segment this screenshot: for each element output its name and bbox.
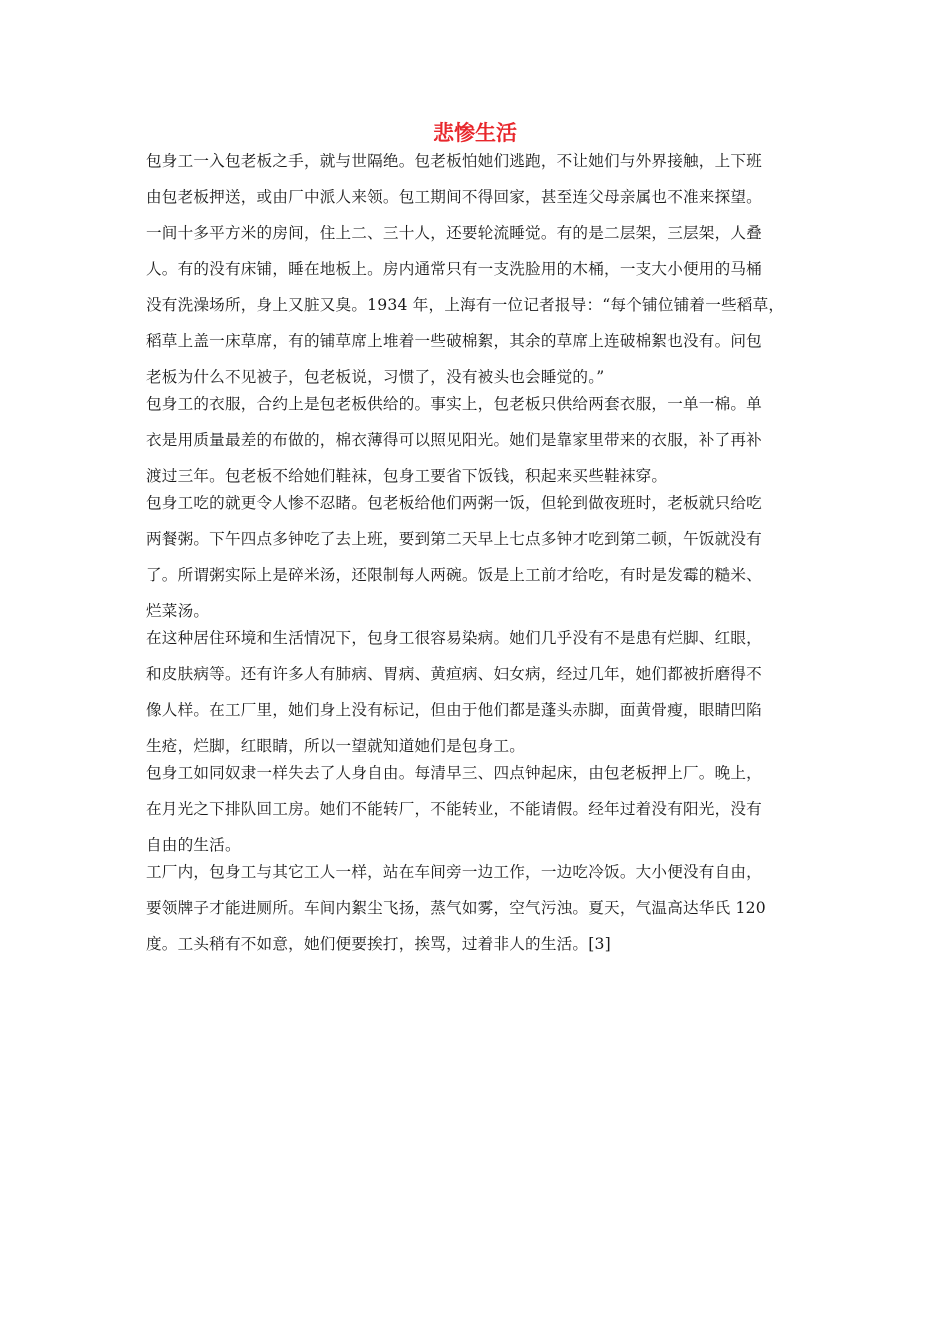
document-title: 悲惨生活 xyxy=(433,121,517,145)
text-line: 像人样。在工厂里，她们身上没有标记，但由于他们都是蓬头赤脚，面黄骨瘦，眼睛凹陷 xyxy=(146,701,762,719)
text-line: 烂菜汤。 xyxy=(146,602,210,620)
text-line: 两餐粥。下午四点多钟吃了去上班，要到第二天早上七点多钟才吃到第二顿，午饭就没有 xyxy=(146,530,762,548)
text-line: 自由的生活。 xyxy=(146,836,241,854)
text-line: 衣是用质量最差的布做的，棉衣薄得可以照见阳光。她们是靠家里带来的衣服，补了再补 xyxy=(146,431,762,449)
text-line: 包身工如同奴隶一样失去了人身自由。每清早三、四点钟起床，由包老板押上厂。晚上， xyxy=(146,764,762,782)
text-line: 包身工一入包老板之手，就与世隔绝。包老板怕她们逃跑，不让她们与外界接触，上下班 xyxy=(146,152,762,170)
text-line: 要领牌子才能进厕所。车间内絮尘飞扬，蒸气如雾，空气污浊。夏天，气温高达华氏 120 xyxy=(146,899,766,917)
text-line: 没有洗澡场所，身上又脏又臭。1934 年，上海有一位记者报导：“每个铺位铺着一些稻草， xyxy=(146,296,785,314)
paragraph-living-conditions xyxy=(146,143,810,386)
text-line: 包身工的衣服，合约上是包老板供给的。事实上，包老板只供给两套衣服，一单一棉。单 xyxy=(146,395,762,413)
text-line: 人。有的没有床铺，睡在地板上。房内通常只有一支洗脸用的木桶，一支大小便用的马桶 xyxy=(146,260,762,278)
text-line: 稻草上盖一床草席，有的铺草席上堆着一些破棉絮，其余的草席上连破棉絮也没有。问包 xyxy=(146,332,762,350)
text-line: 了。所谓粥实际上是碎米汤，还限制每人两碗。饭是上工前才给吃，有时是发霉的糙米、 xyxy=(146,566,762,584)
text-line: 老板为什么不见被子，包老板说，习惯了，没有被头也会睡觉的。” xyxy=(146,368,605,386)
text-line: 和皮肤病等。还有许多人有肺病、胃病、黄疸病、妇女病，经过几年，她们都被折磨得不 xyxy=(146,665,762,683)
paragraph-disease xyxy=(146,620,810,755)
text-line: 包身工吃的就更令人惨不忍睹。包老板给他们两粥一饭，但轮到做夜班时，老板就只给吃 xyxy=(146,494,762,512)
paragraph-food xyxy=(146,485,810,620)
text-line: 生疮，烂脚，红眼睛，所以一望就知道她们是包身工。 xyxy=(146,737,526,755)
paragraph-clothing xyxy=(146,386,810,485)
text-line: 工厂内，包身工与其它工人一样，站在车间旁一边工作，一边吃冷饭。大小便没有自由， xyxy=(146,863,762,881)
text-line: 由包老板押送，或由厂中派人来领。包工期间不得回家，甚至连父母亲属也不准来探望。 xyxy=(146,188,762,206)
text-line: 度。工头稍有不如意，她们便要挨打，挨骂，过着非人的生活。[3] xyxy=(146,935,611,953)
paragraph-factory xyxy=(146,854,810,953)
text-line: 在月光之下排队回工房。她们不能转厂，不能转业，不能请假。经年过着没有阳光，没有 xyxy=(146,800,762,818)
text-line: 一间十多平方米的房间，住上二、三十人，还要轮流睡觉。有的是二层架，三层架，人叠 xyxy=(146,224,762,242)
text-line: 在这种居住环境和生活情况下，包身工很容易染病。她们几乎没有不是患有烂脚、红眼， xyxy=(146,629,762,647)
document-body xyxy=(146,143,810,953)
text-line: 渡过三年。包老板不给她们鞋袜，包身工要省下饭钱，积起来买些鞋袜穿。 xyxy=(146,467,668,485)
paragraph-freedom xyxy=(146,755,810,854)
